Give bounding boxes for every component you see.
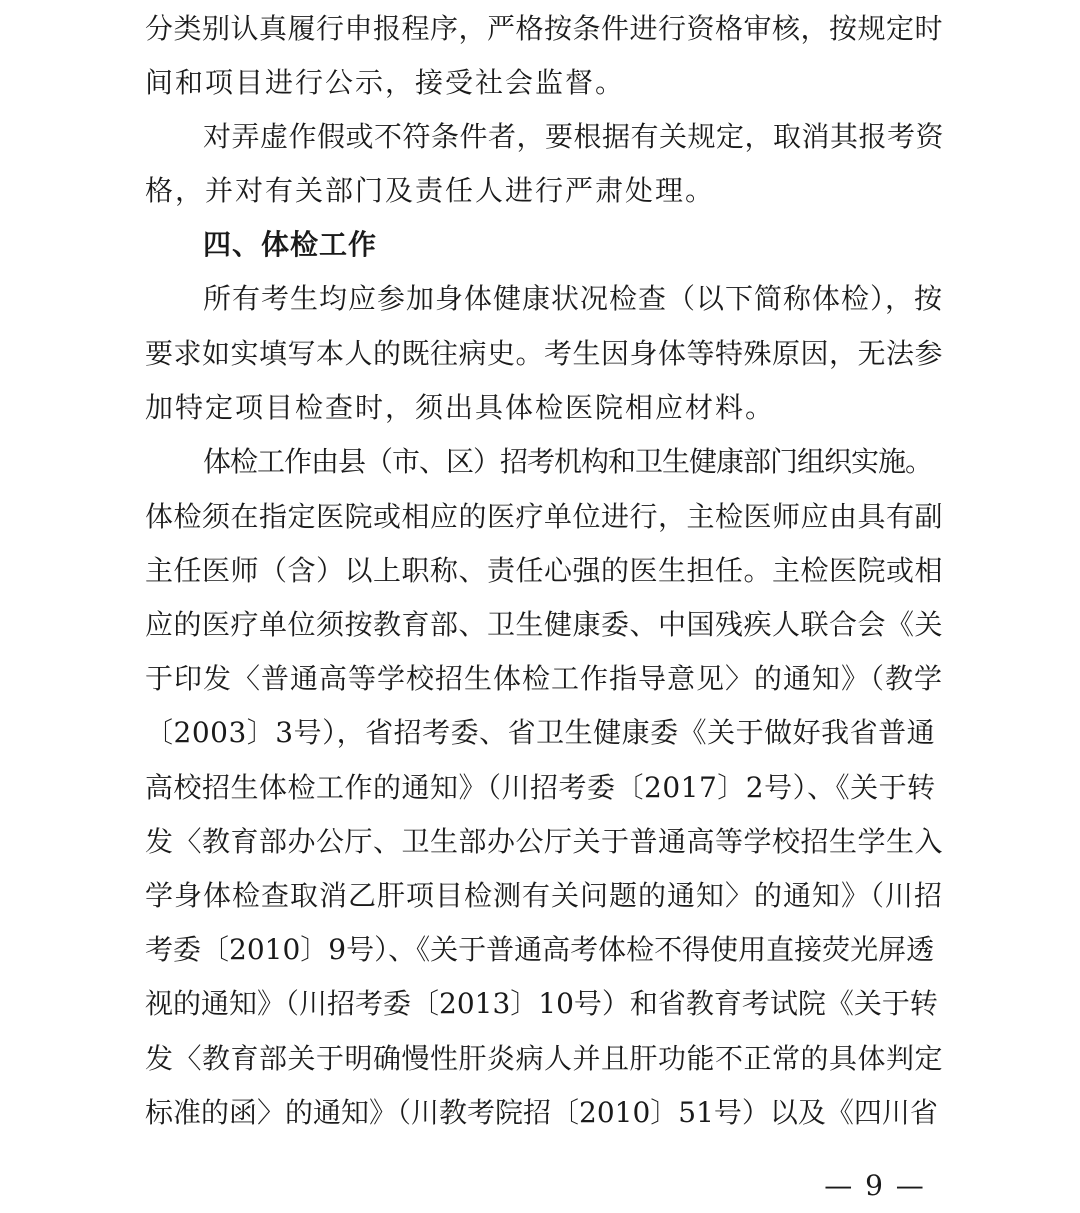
text-line: 体检须在指定医院或相应的医疗单位进行，主检医师应由具有副	[145, 500, 944, 533]
text-line: 格，并对有关部门及责任人进行严肃处理。	[145, 174, 716, 207]
text-line: 学身体检查取消乙肝项目检测有关问题的通知〉的通知》（川招	[145, 879, 944, 912]
text-line: 考委〔2010〕9号）、《关于普通高考体检不得使用直接荧光屏透	[145, 933, 935, 966]
page-number: — 9 —	[824, 1169, 926, 1202]
text-line: 高校招生体检工作的通知》（川招考委〔2017〕2号）、《关于转	[145, 771, 936, 804]
text-line: 体检工作由县（市、区）招考机构和卫生健康部门组织实施。	[203, 445, 933, 478]
text-line: 标准的函〉的通知》（川教考院招〔2010〕51号）以及《四川省	[145, 1096, 938, 1129]
text-line: 分类别认真履行申报程序，严格按条件进行资格审核，按规定时	[145, 12, 944, 45]
text-line: 加特定项目检查时，须出具体检医院相应材料。	[145, 391, 776, 424]
section-heading: 四、体检工作	[203, 228, 378, 261]
text-line: 发〈教育部关于明确慢性肝炎病人并且肝功能不正常的具体判定	[145, 1042, 944, 1075]
text-line: 间和项目进行公示，接受社会监督。	[145, 66, 626, 99]
text-line: 应的医疗单位须按教育部、卫生健康委、中国残疾人联合会《关	[145, 608, 944, 641]
text-line: 发〈教育部办公厅、卫生部办公厅关于普通高等学校招生学生入	[145, 825, 944, 858]
text-line: 主任医师（含）以上职称、责任心强的医生担任。主检医院或相	[145, 554, 944, 587]
text-line: 所有考生均应参加身体健康状况检查（以下简称体检），按	[203, 282, 944, 315]
text-line: 〔2003〕3号），省招考委、省卫生健康委《关于做好我省普通	[145, 716, 936, 749]
text-line: 对弄虚作假或不符条件者，要根据有关规定，取消其报考资	[203, 120, 945, 153]
text-line: 要求如实填写本人的既往病史。考生因身体等特殊原因，无法参	[145, 337, 944, 370]
text-line: 视的通知》（川招考委〔2013〕10号）和省教育考试院《关于转	[145, 987, 938, 1020]
text-line: 于印发〈普通高等学校招生体检工作指导意见〉的通知》（教学	[145, 662, 944, 695]
